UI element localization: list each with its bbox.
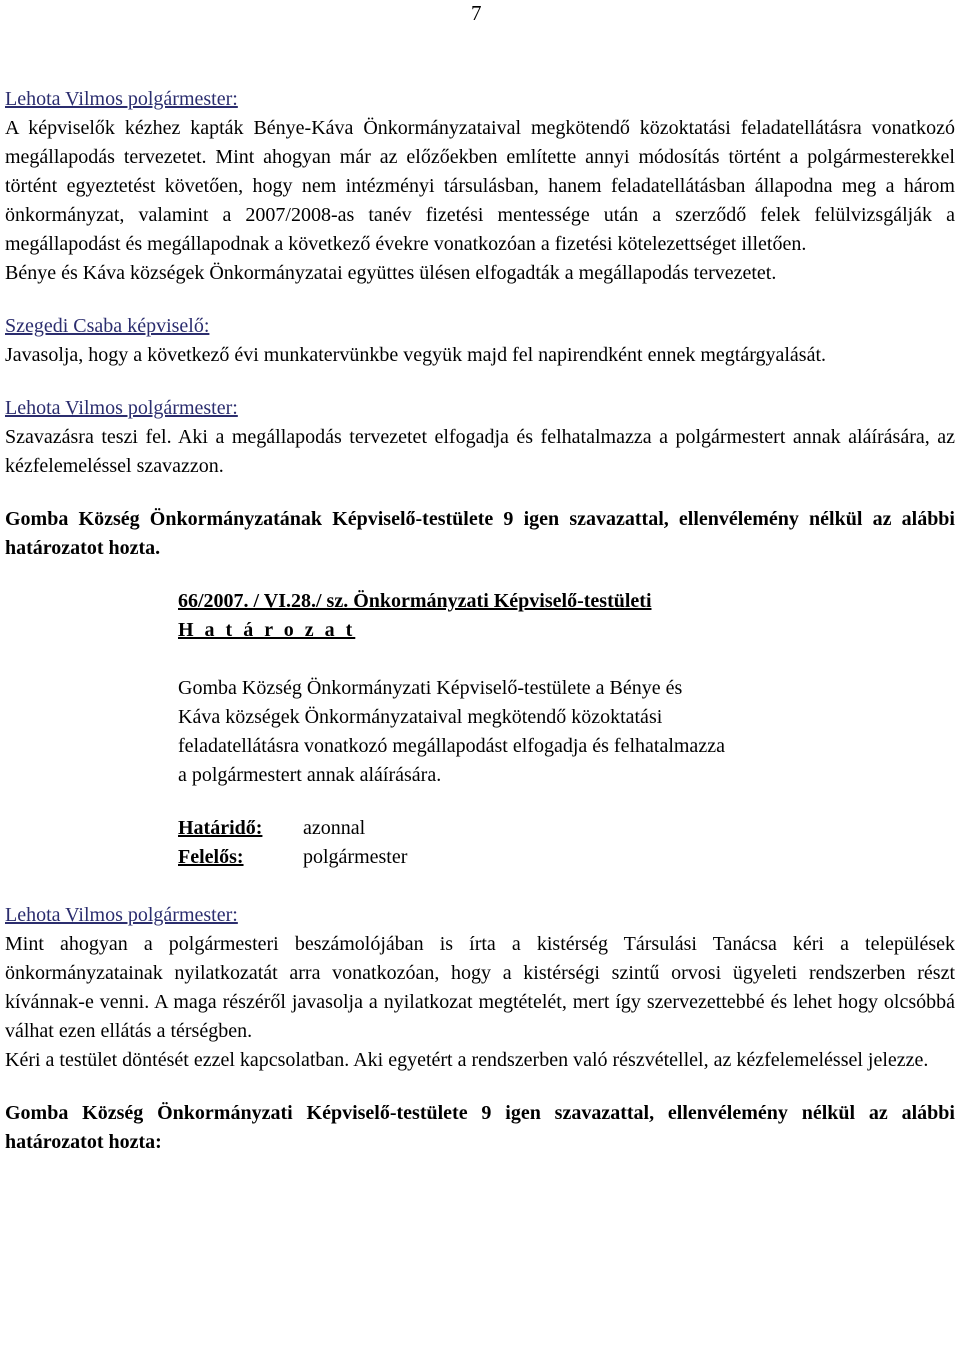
- paragraph: Bénye és Káva községek Önkormányzatai együttes ülésen elfogadták a megállapodás tervezetet.: [5, 262, 777, 284]
- resolution-block: [178, 587, 878, 872]
- speaker-heading: Lehota Vilmos polgármester:: [5, 88, 238, 110]
- resolution-line: a polgármestert annak aláírására.: [178, 764, 442, 786]
- vote-result: Gomba Község Önkormányzatának Képviselő-testülete 9 igen szavazattal, ellenvélemény nélkül az alábbi határozatot hozta.: [5, 508, 955, 559]
- resolution-title: H a t á r o z a t: [178, 619, 356, 641]
- resolution-line: Gomba Község Önkormányzati Képviselő-testülete a Bénye és: [178, 677, 683, 699]
- paragraph: Szavazásra teszi fel. Aki a megállapodás tervezetet elfogadja és felhatalmazza a polgármestert annak aláírására, az kézfelemeléssel szavazzon.: [5, 426, 955, 477]
- deadline-value: azonnal: [303, 817, 366, 839]
- document-body: [5, 85, 955, 1157]
- speaker-heading: Szegedi Csaba képviselő:: [5, 315, 210, 337]
- speaker-heading: Lehota Vilmos polgármester:: [5, 397, 238, 419]
- deadline-row: [178, 814, 878, 843]
- paragraph: Mint ahogyan a polgármesteri beszámolójában is írta a kistérség Társulási Tanácsa kéri a települések önkormányzatainak nyilatkozatát arra vonatkozóan, hogy a kistérségi szintű orvosi ügyeleti rendszerben részt kívánnak-e venni. A maga részéről javasolja a nyilatkozat megtételét, mert így szervezettebbé és lehet hogy olcsóbbá válhat ezen ellátás a térségben.: [5, 933, 955, 1042]
- responsible-value: polgármester: [303, 846, 408, 868]
- speaker-heading: Lehota Vilmos polgármester:: [5, 904, 238, 926]
- paragraph: Kéri a testület döntését ezzel kapcsolatban. Aki egyetért a rendszerben való részvétellel, az kézfelemeléssel jelezze.: [5, 1049, 929, 1071]
- resolution-number: 66/2007. / VI.28./ sz. Önkormányzati Képviselő-testületi: [178, 590, 652, 612]
- resolution-line: Káva községek Önkormányzataival megkötendő közoktatási: [178, 706, 663, 728]
- paragraph: A képviselők kézhez kapták Bénye-Káva Önkormányzataival megkötendő közoktatási feladatellátásra vonatkozó megállapodás tervezetet. Mint ahogyan már az előzőekben említette annyi módosítás történt a polgármesterekkel történt egyeztetést követően, hogy nem intézményi társulásban, hanem feladatellátásban állapodna meg a három önkormányzat, valamint a 2007/2008-as tanév fizetési mentessége után a szerződő felek felülvizsgálják a megállapodást és megállapodnak a következő évekre vonatkozóan a fizetési kötelezettséget illetően.: [5, 117, 955, 255]
- paragraph: Javasolja, hogy a következő évi munkatervünkbe vegyük majd fel napirendként ennek megtárgyalását.: [5, 344, 827, 366]
- resolution-body: [178, 674, 878, 790]
- vote-result: Gomba Község Önkormányzati Képviselő-testülete 9 igen szavazattal, ellenvélemény nélkül az alábbi határozatot hozta:: [5, 1102, 955, 1153]
- responsible-label: Felelős:: [178, 846, 244, 868]
- resolution-line: feladatellátásra vonatkozó megállapodást elfogadja és felhatalmazza: [178, 735, 725, 757]
- deadline-label: Határidő:: [178, 817, 263, 839]
- page-number: 7: [471, 1, 482, 25]
- responsible-row: [178, 843, 878, 872]
